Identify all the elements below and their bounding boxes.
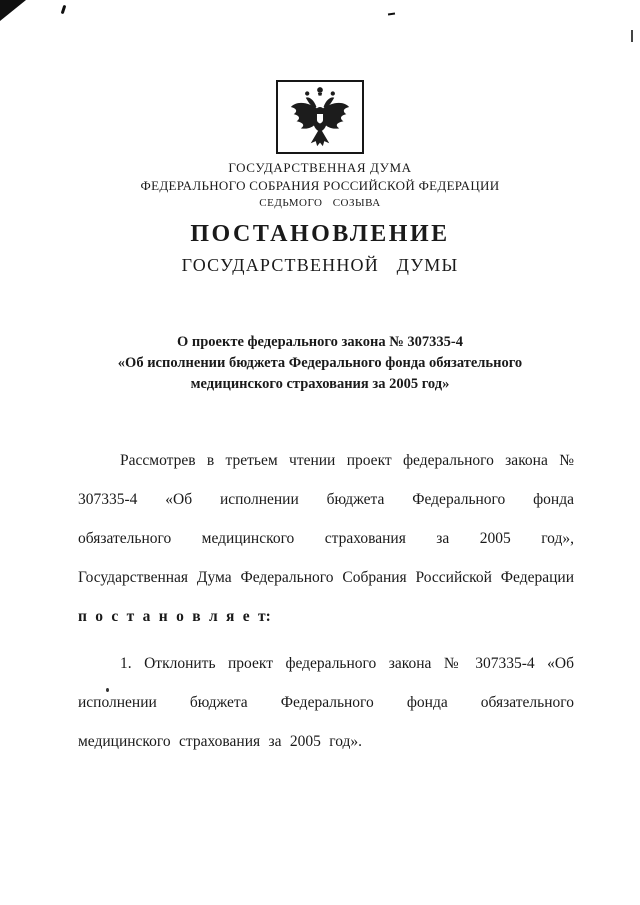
scan-artifact (61, 5, 67, 14)
document-body (78, 441, 574, 761)
subject-line2: «Об исполнении бюджета Федерального фонда обязательного (117, 355, 523, 371)
document-header (14, 80, 626, 276)
paragraph-preamble (78, 441, 574, 636)
scan-artifact (106, 688, 109, 692)
document-type-title: ПОСТАНОВЛЕНИЕ (190, 221, 450, 247)
scan-artifact (388, 13, 395, 16)
subject-line1: О проекте федерального закона № 307335-4 (176, 334, 464, 350)
org-name-line1: ГОСУДАРСТВЕННАЯ ДУМА (228, 160, 412, 175)
resolves-emphasis: п о с т а н о в л я е т: (78, 608, 271, 625)
paragraph-decision: 1. Отклонить проект федерального закона № 307335-4 «Об исполнении бюджета Федерального фонда обязательного медицинского страхования за 2005 год». (78, 655, 574, 750)
double-headed-eagle-icon (284, 85, 356, 149)
scan-artifact (631, 30, 633, 42)
coat-of-arms-emblem (276, 80, 364, 154)
document-issuer: ГОСУДАРСТВЕННОЙ ДУМЫ (181, 255, 459, 275)
scan-artifact (0, 0, 26, 21)
preamble-text: Рассмотрев в третьем чтении проект федерального закона № 307335-4 «Об исполнении бюджета Федерального фонда обязательного медицинского страхования за 2005 год», Государственная Дума Федерального Собрания Российской Федерации (78, 452, 574, 586)
org-name-line2: ФЕДЕРАЛЬНОГО СОБРАНИЯ РОССИЙСКОЙ ФЕДЕРАЦИИ (140, 178, 500, 193)
org-convocation-line: СЕДЬМОГО СОЗЫВА (259, 197, 381, 209)
subject-line3: медицинского страхования за 2005 год» (190, 376, 450, 392)
resolution-subject (10, 332, 630, 395)
